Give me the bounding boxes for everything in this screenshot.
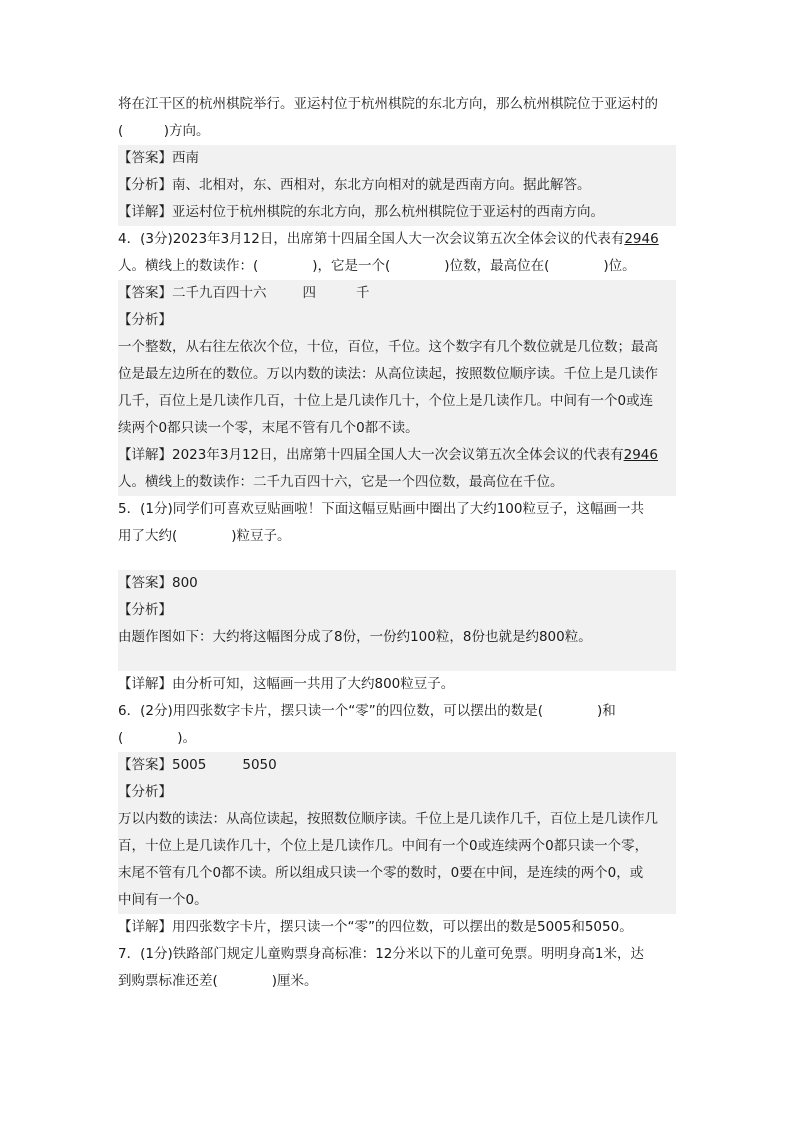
q5-detail — [118, 671, 676, 698]
detail-text: 2023年3月12日，出席第十四届全国人大一次会议第五次全体会议的代表有 — [172, 447, 624, 463]
detail-label: 【详解】 — [118, 676, 172, 692]
answer-2: 四 — [302, 285, 316, 301]
q5-analysis-label: 【分析】 — [118, 597, 676, 624]
q6-detail — [118, 914, 676, 941]
answer-label: 【答案】 — [118, 150, 172, 166]
q4-analysis-line-2: 位是最左边所在的数位。万以内数的读法：从高位读起，按照数位顺序读。千位上是几读作 — [118, 361, 676, 388]
answer-label: 【答案】 — [118, 575, 172, 591]
document-content — [118, 91, 676, 995]
answer-3: 千 — [356, 285, 370, 301]
answer-text: 西南 — [172, 150, 199, 166]
q5-analysis-text: 由题作图如下：大约将这幅图分成了8份，一份约100粒，8份也就是约800粒。 — [118, 624, 676, 651]
q4-detail-line-2: 人。横线上的数读作：二千九百四十六，它是一个四位数，最高位在千位。 — [118, 469, 676, 496]
answer-label: 【答案】 — [118, 757, 172, 773]
q6-answer — [118, 752, 676, 779]
detail-text: 用四张数字卡片，摆只读一个“零”的四位数，可以摆出的数是5005和5050。 — [172, 919, 633, 935]
detail-text: 由分析可知，这幅画一共用了大约800粒豆子。 — [172, 676, 455, 692]
answer-2: 5050 — [242, 757, 277, 773]
detail-label: 【详解】 — [118, 204, 172, 220]
q5-text-line-1: 5．(1分)同学们可喜欢豆贴画啦！下面这幅豆贴画中圈出了大约100粒豆子，这幅画一共 — [118, 501, 644, 517]
q5-image-gap — [118, 550, 676, 570]
q4-text-line-2: 人。横线上的数读作：( )，它是一个( )位数，最高位在( )位。 — [118, 258, 636, 274]
q4-answer — [118, 280, 676, 307]
q3-text-line-1: 将在江干区的杭州棋院举行。亚运村位于杭州棋院的东北方向，那么杭州棋院位于亚运村的 — [118, 96, 658, 112]
detail-label: 【详解】 — [118, 447, 172, 463]
q7-text-line-1: 7．(1分)铁路部门规定儿童购票身高标准：12分米以下的儿童可免票。明明身高1米，达 — [118, 946, 644, 962]
detail-label: 【详解】 — [118, 919, 172, 935]
q6-analysis-line-4: 中间有一个0。 — [118, 887, 676, 914]
q7-text-line-2: 到购票标准还差( )厘米。 — [118, 973, 318, 989]
q6-analysis-line-1: 万以内数的读法：从高位读起，按照数位顺序读。千位上是几读作几千，百位上是几读作几 — [118, 806, 676, 833]
q4-analysis-line-4: 续两个0都只读一个零，末尾不管有几个0都不读。 — [118, 415, 676, 442]
q3-analysis — [118, 172, 676, 199]
q4-text-line-1 — [118, 226, 676, 253]
q5-text-line-2: 用了大约( )粒豆子。 — [118, 528, 291, 544]
q3-detail — [118, 199, 676, 226]
q6-analysis-line-2: 百，十位上是几读作几十，个位上是几读作几。中间有一个0或连续两个0都只读一个零， — [118, 833, 676, 860]
analysis-label: 【分析】 — [118, 177, 172, 193]
q4-analysis-line-1: 一个整数，从右往左依次个位，十位，百位，千位。这个数字有几个数位就是几位数；最高 — [118, 334, 676, 361]
q6-text-line-1: 6．(2分)用四张数字卡片，摆只读一个“零”的四位数，可以摆出的数是( )和 — [118, 703, 616, 719]
q4-detail-line-1 — [118, 442, 676, 469]
q4-text: 4．(3分)2023年3月12日，出席第十四届全国人大一次会议第五次全体会议的代表有 — [118, 231, 625, 247]
answer-1: 二千九百四十六 — [172, 285, 267, 301]
q5-analysis-image-gap — [118, 651, 676, 671]
q4-detail-underlined-number: 2946 — [623, 447, 658, 463]
q4-analysis-label: 【分析】 — [118, 307, 676, 334]
q4-analysis-line-3: 几千，百位上是几读作几百，十位上是几读作几十，个位上是几读作几。中间有一个0或连 — [118, 388, 676, 415]
answer-label: 【答案】 — [118, 285, 172, 301]
q6-text-line-2: ( )。 — [118, 730, 197, 746]
q4-underlined-number: 2946 — [624, 231, 659, 247]
answer-1: 5005 — [172, 757, 207, 773]
q3-answer — [118, 145, 676, 172]
q6-analysis-label: 【分析】 — [118, 779, 676, 806]
q6-analysis-line-3: 末尾不管有几个0都不读。所以组成只读一个零的数时，0要在中间，是连续的两个0，或 — [118, 860, 676, 887]
analysis-text: 南、北相对，东、西相对，东北方向相对的就是西南方向。据此解答。 — [172, 177, 591, 193]
q5-answer — [118, 570, 676, 597]
detail-text: 亚运村位于杭州棋院的东北方向，那么杭州棋院位于亚运村的西南方向。 — [172, 204, 604, 220]
answer-text: 800 — [172, 575, 198, 591]
q3-text-line-2: ( )方向。 — [118, 123, 210, 139]
